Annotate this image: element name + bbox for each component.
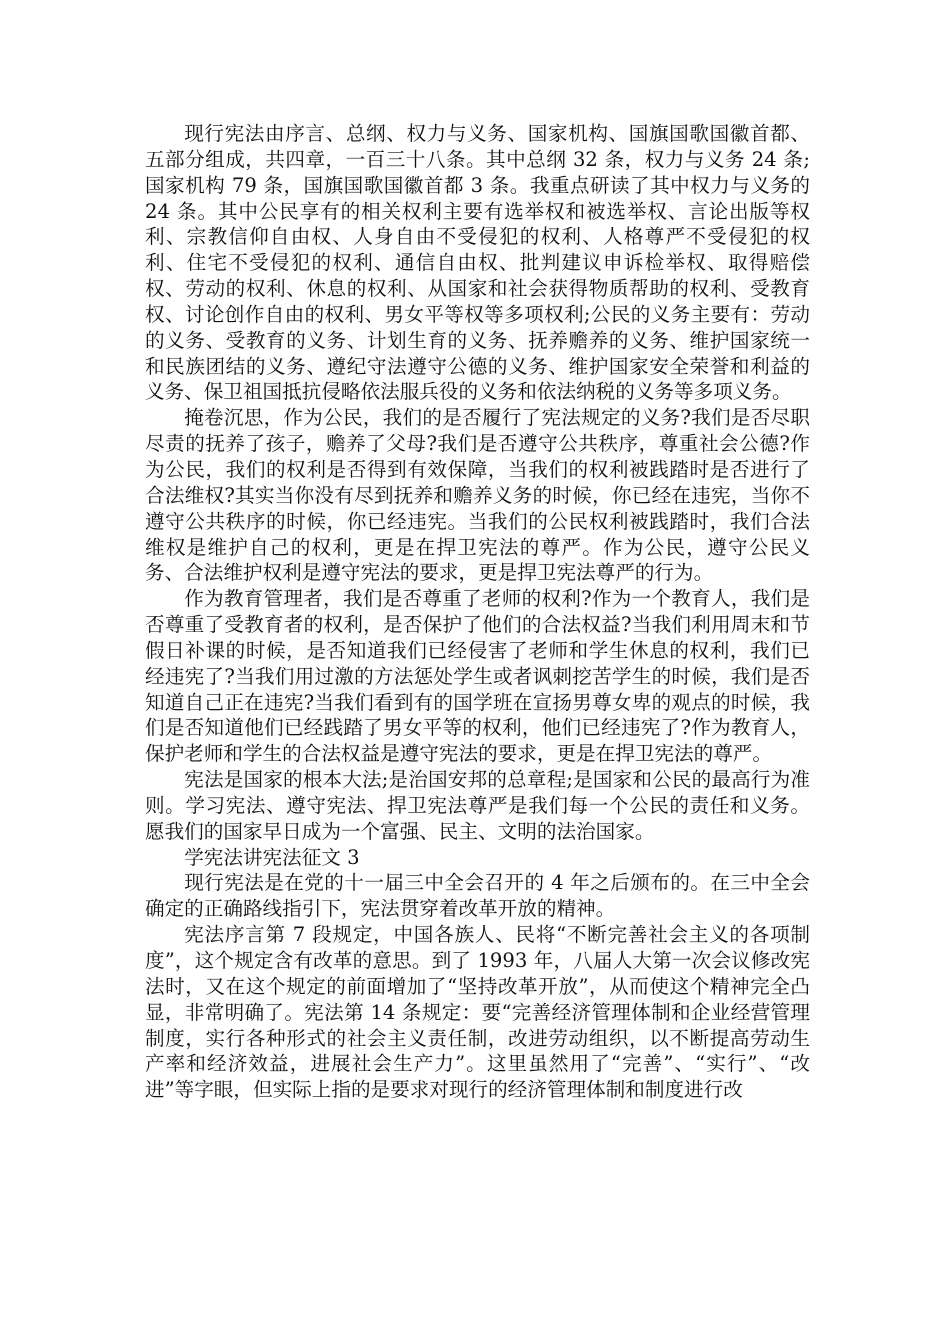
paragraph-citizen-reflection: 掩卷沉思，作为公民，我们的是否履行了宪法规定的义务?我们是否尽职尽责的抚养了孩子，赡养了父母?我们是否遵守公共秩序，尊重社会公德?作为公民，我们的权利是否得到有效保障，当我们的权利被践踏时是否进行了合法维权?其实当你没有尽到抚养和赡养义务的时候，你已经在违宪，当你不遵守公共秩序的时候，你已经违宪。当我们的公民权利被践踏时，我们合法维权是维护自己的权利，更是在捍卫宪法的尊严。作为公民，遵守公民义务、合法维护权利是遵守宪法的要求，更是捍卫宪法尊严的行为。 [145, 406, 810, 585]
section-heading: 学宪法讲宪法征文 3 [184, 845, 360, 869]
paragraph-reform-background: 现行宪法是在党的十一届三中全会召开的 4 年之后颁布的。在三中全会确定的正确路线指引下，宪法贯穿着改革开放的精神。 [145, 871, 810, 921]
document-page [145, 121, 810, 1103]
paragraph-reform-details: 宪法序言第 7 段规定，中国各族人、民将“不断完善社会主义的各项制度”，这个规定含有改革的意思。到了 1993 年，八届人大第一次会议修改宪法时，又在这个规定的前面增加了“坚持改革开放”，从而使这个精神完全凸显，非常明确了。宪法第 14 条规定：要“完善经济管理体制和企业经营管理制度，实行各种形式的社会主义责任制，改进劳动组织，以不断提高劳动生产率和经济效益，进展社会生产力”。这里虽然用了“完善”、“实行”、“改进”等字眼，但实际上指的是要求对现行的经济管理体制和制度进行改 [145, 923, 810, 1102]
paragraph-constitution-structure: 现行宪法由序言、总纲、权力与义务、国家机构、国旗国歌国徽首都、五部分组成，共四章，一百三十八条。其中总纲 32 条，权力与义务 24 条;国家机构 79 条，国旗国歌国徽首都 3 条。我重点研读了其中权力与义务的 24 条。其中公民享有的相关权利主要有选举权和被选举权、言论出版等权利、宗教信仰自由权、人身自由不受侵犯的权利、人格尊严不受侵犯的权利、住宅不受侵犯的权利、通信自由权、批判建议申诉检举权、取得赔偿权、劳动的权利、休息的权利、从国家和社会获得物质帮助的权利、受教育权、讨论创作自由的权利、男女平等权等多项权利;公民的义务主要有：劳动的义务、受教育的义务、计划生育的义务、抚养赡养的义务、维护国家统一和民族团结的义务、遵纪守法遵守公德的义务、维护国家安全荣誉和利益的义务、保卫祖国抵抗侵略依法服兵役的义务和依法纳税的义务等多项义务。 [145, 122, 810, 404]
paragraph-conclusion: 宪法是国家的根本大法;是治国安邦的总章程;是国家和公民的最高行为准则。学习宪法、遵守宪法、捍卫宪法尊严是我们每一个公民的责任和义务。愿我们的国家早日成为一个富强、民主、文明的法治国家。 [145, 768, 810, 843]
paragraph-educator-reflection: 作为教育管理者，我们是否尊重了老师的权利?作为一个教育人，我们是否尊重了受教育者的权利，是否保护了他们的合法权益?当我们利用周末和节假日补课的时候，是否知道我们已经侵害了老师和学生休息的权利，我们已经违宪了?当我们用过激的方法惩处学生或者讽刺挖苦学生的时候，我们是否知道自己正在违宪?当我们看到有的国学班在宣扬男尊女卑的观点的时候，我们是否知道他们已经践踏了男女平等的权利，他们已经违宪了?作为教育人，保护老师和学生的合法权益是遵守宪法的要求，更是在捍卫宪法的尊严。 [145, 587, 810, 766]
